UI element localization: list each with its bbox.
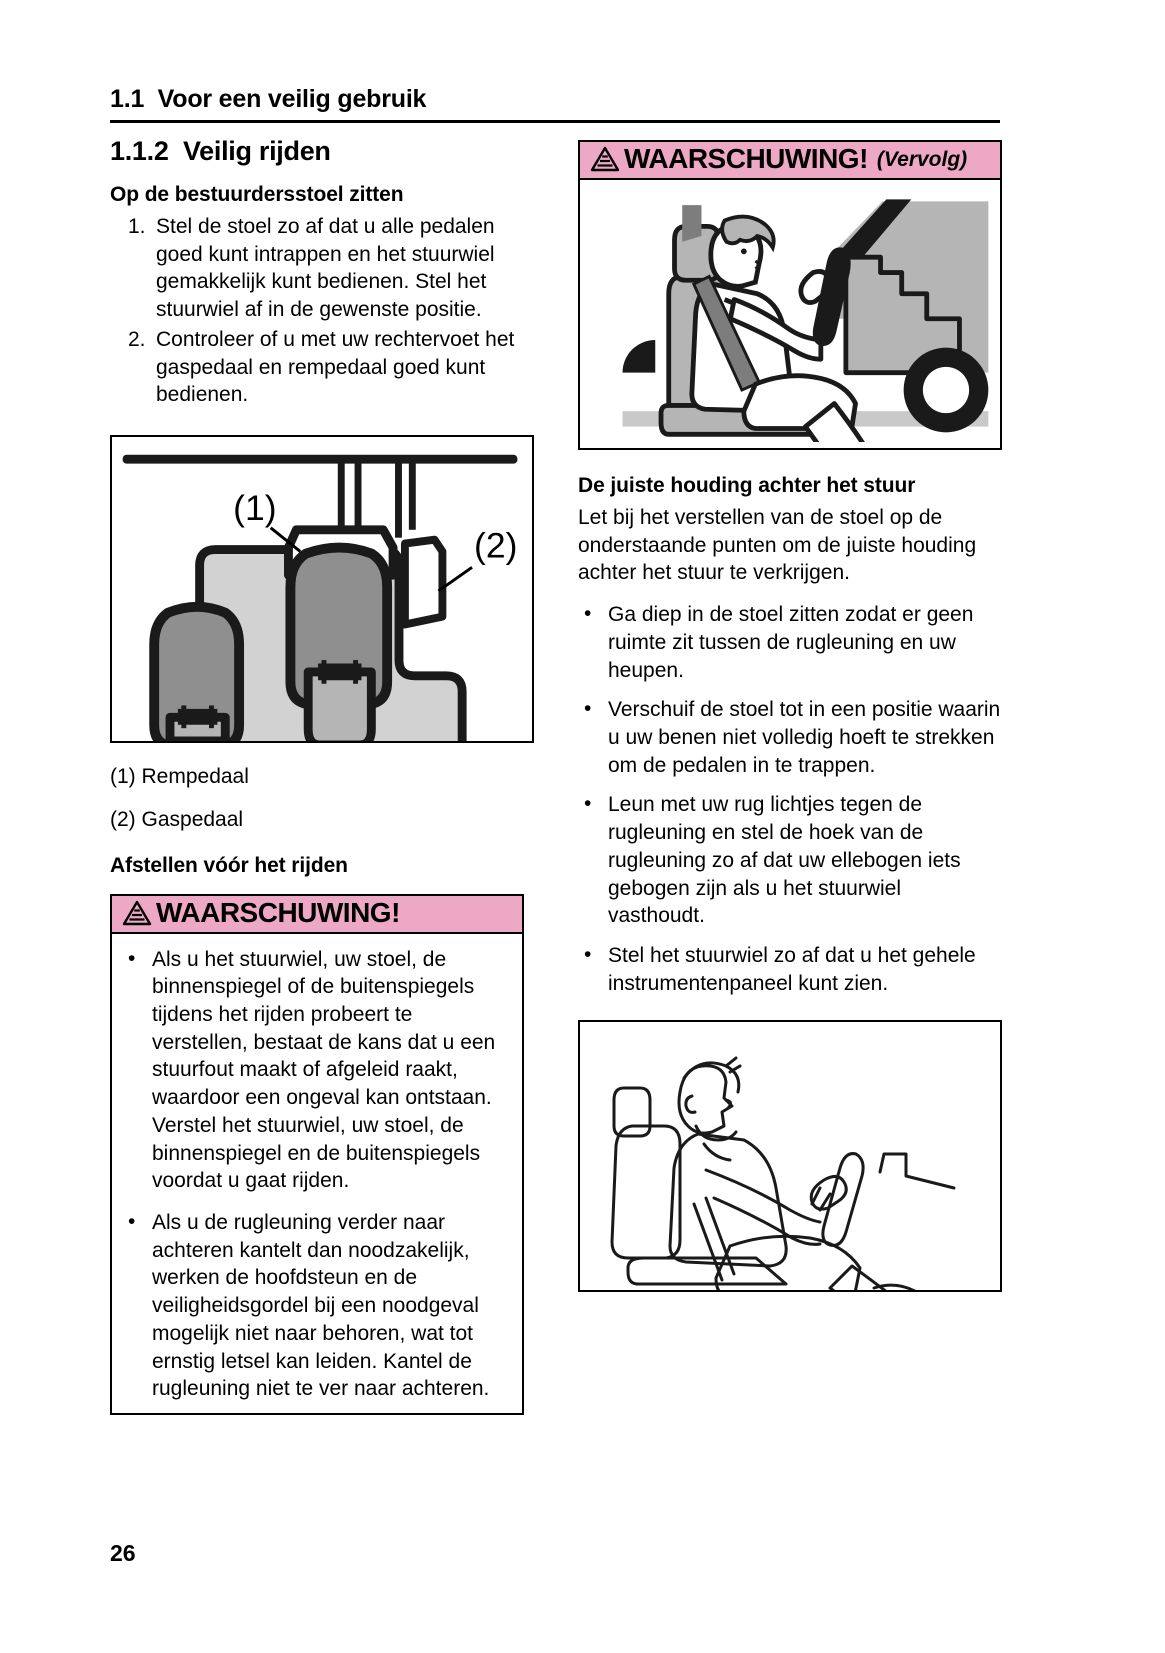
warning-illustration-wrap — [580, 180, 1000, 448]
list-item — [578, 601, 1002, 684]
warning-continued-label: (Vervolg) — [876, 147, 968, 171]
warning-title: WAARSCHUWING! — [156, 896, 400, 928]
subheading-correct-posture: De juiste houding achter het stuur — [578, 474, 916, 497]
list-item-text: Verschuif de stoel tot in een positie waarin u uw benen niet volledig hoeft te strekken om de pedalen in te trappen. — [608, 698, 1001, 777]
warning-header-continued — [580, 142, 1000, 180]
warning-triangle-icon — [122, 900, 152, 926]
running-head-text: 1.1 Voor een veilig gebruik — [110, 85, 427, 113]
warning-body — [112, 934, 522, 1414]
list-item-number: 2. — [128, 328, 146, 351]
warning-bullet-list — [122, 946, 508, 1404]
running-head — [110, 86, 1000, 114]
list-item — [578, 942, 1002, 997]
list-item-text: Stel het stuurwiel zo af dat u het gehele instrumentenpaneel kunt zien. — [608, 944, 976, 995]
bullet-dot: • — [128, 1209, 136, 1233]
figure-caption-1: (1) Rempedaal — [110, 764, 249, 788]
warning-box-left — [110, 894, 524, 1416]
left-column — [110, 136, 534, 1415]
list-item — [578, 696, 1002, 779]
posture-bullet-list — [578, 601, 1002, 997]
subheading-driver-seat: Op de bestuurdersstoel zitten — [110, 183, 404, 206]
page-number: 26 — [110, 1540, 136, 1566]
list-item-text: Ga diep in de stoel zitten zodat er geen ruimte zit tussen de rugleuning en uw heupen. — [608, 603, 974, 682]
list-item-text: Als u het stuurwiel, uw stoel, de binnenspiegel of de buitenspiegels tijdens het rijden probeert te verstellen, bestaat de kans dat u een stuurfout maakt of afgeleid raakt, waardoor een ongeval kan ontstaan. Verstel het stuurwiel, uw stoel, de binnenspiegel en de buitenspiegels voordat u gaat rijden. — [152, 947, 496, 1193]
bullet-dot: • — [584, 943, 592, 967]
bullet-dot: • — [584, 602, 592, 626]
header-rule — [110, 120, 1000, 123]
bullet-dot: • — [584, 792, 592, 816]
list-item-text: Als u de rugleuning verder naar achteren kantelt dan noodzakelijk, werken de hoofdsteun en de veiligheidsgordel bij een noodgeval mogelijk niet naar behoren, wat tot ernstig letsel kan leiden. Kantel de rugleuning niet te ver naar achteren. — [152, 1210, 490, 1401]
bullet-dot: • — [584, 697, 592, 721]
list-item — [122, 1209, 508, 1403]
callout-label-1: (1) — [233, 487, 277, 528]
list-item-text: Stel de stoel zo af dat u alle pedalen goed kunt intrappen en het stuurwiel gemakkelijk kunt bedienen. Stel het stuurwiel af in de gewenste positie. — [156, 215, 495, 321]
numbered-instruction-list — [110, 213, 534, 409]
figure-caption-2: (2) Gaspedaal — [110, 808, 244, 831]
callout-label-2: (2) — [474, 524, 518, 565]
list-item — [578, 791, 1002, 930]
warning-triangle-icon — [590, 146, 620, 172]
section-title: 1.1.2 Veilig rijden — [110, 136, 331, 166]
list-item — [122, 946, 508, 1195]
driver-seated-illustration — [586, 184, 996, 442]
correct-posture-illustration — [580, 1022, 1000, 1290]
warning-header — [112, 896, 522, 934]
pedals-illustration — [112, 437, 532, 741]
list-item-text: Controleer of u met uw rechtervoet het gaspedaal en rempedaal goed kunt bedienen. — [156, 328, 515, 406]
warning-title: WAARSCHUWING! — [624, 143, 868, 174]
pedals-figure — [110, 435, 534, 743]
list-item-text: Leun met uw rug lichtjes tegen de rugleuning en stel de hoek van de rugleuning zo af dat uw ellebogen iets gebogen zijn als u het stuurwiel vasthoudt. — [608, 793, 961, 928]
list-item — [110, 326, 534, 409]
bullet-dot: • — [128, 946, 136, 970]
warning-box-right — [578, 140, 1002, 450]
list-item-number: 1. — [128, 215, 146, 238]
posture-figure — [578, 1020, 1002, 1292]
intro-paragraph: Let bij het verstellen van de stoel op de onderstaande punten om de juiste houding achter het stuur te verkrijgen. — [578, 506, 977, 585]
list-item — [110, 213, 534, 323]
subheading-adjust-before-driving: Afstellen vóór het rijden — [110, 853, 348, 877]
right-column — [578, 140, 1002, 1292]
